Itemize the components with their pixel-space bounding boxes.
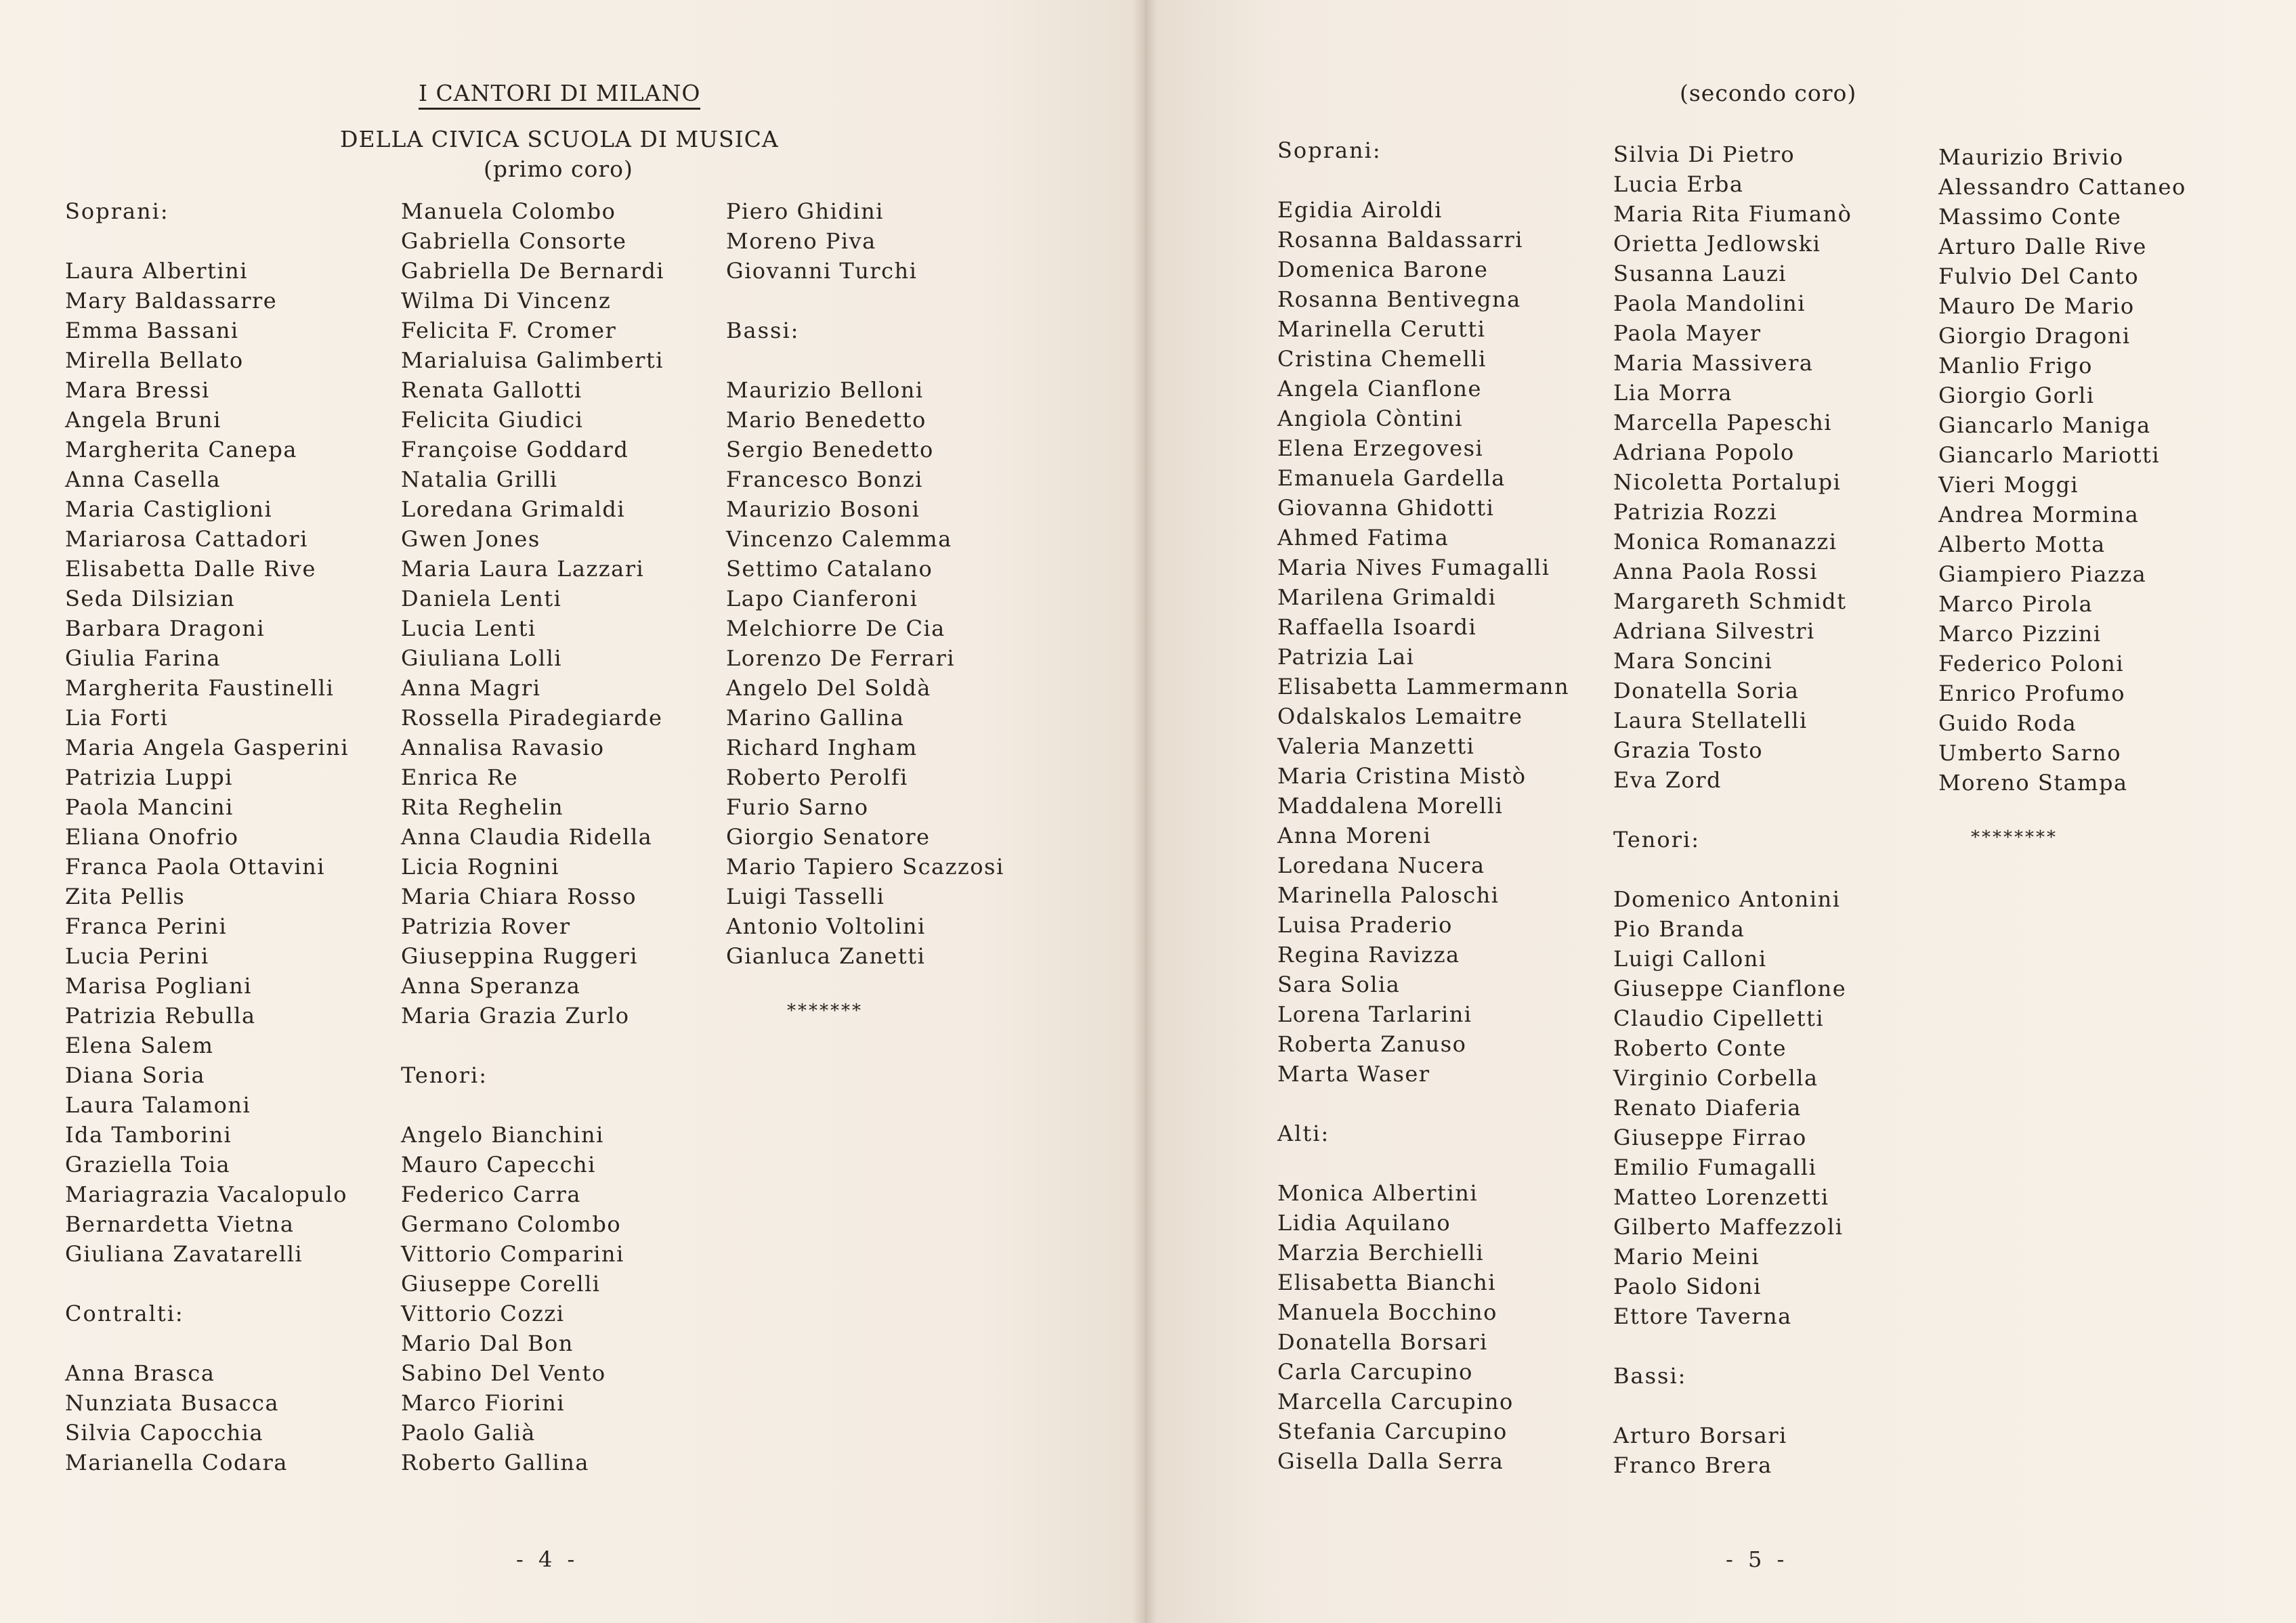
- singer-name: Franca Paola Ottavini: [65, 854, 325, 880]
- singer-name: Wilma Di Vincenz: [401, 288, 612, 313]
- singer-name: Daniela Lenti: [401, 586, 562, 611]
- singer-name: Rossella Piradegiarde: [401, 705, 663, 731]
- alti-header: Alti:: [1277, 1121, 1330, 1146]
- singer-name: Angela Bruni: [65, 407, 221, 433]
- singer-name: Marino Gallina: [726, 705, 905, 731]
- soprani-list: [1277, 195, 1569, 1089]
- singer-name: Odalskalos Lemaitre: [1277, 704, 1523, 729]
- singer-name: Paolo Sidoni: [1613, 1274, 1762, 1299]
- singer-name: Regina Ravizza: [1277, 942, 1460, 968]
- singer-name: Lia Morra: [1613, 380, 1732, 406]
- singer-name: Grazia Tosto: [1613, 737, 1763, 763]
- singer-name: Giuseppe Corelli: [401, 1271, 601, 1297]
- singer-name: Settimo Catalano: [726, 556, 933, 582]
- singer-name: Marcella Carcupino: [1277, 1389, 1514, 1414]
- singer-name: Federico Poloni: [1938, 651, 2125, 676]
- singer-name: Zita Pellis: [65, 884, 186, 909]
- singer-name: Monica Romanazzi: [1613, 529, 1837, 555]
- singer-name: Maria Chiara Rosso: [401, 884, 637, 909]
- singer-name: Maria Nives Fumagalli: [1277, 555, 1550, 580]
- singer-name: Giuseppina Ruggeri: [401, 943, 638, 969]
- singer-name: Gisella Dalla Serra: [1277, 1448, 1504, 1474]
- singer-name: Moreno Stampa: [1938, 770, 2128, 796]
- singer-name: Ahmed Fatima: [1277, 525, 1449, 550]
- soprani-list: [65, 256, 349, 1269]
- singer-name: Rosanna Baldassarri: [1277, 227, 1523, 253]
- singer-name: Germano Colombo: [401, 1211, 622, 1237]
- singer-name: Mariagrazia Vacalopulo: [65, 1182, 347, 1207]
- singer-name: Marianella Codara: [65, 1450, 288, 1475]
- singer-name: Donatella Borsari: [1277, 1329, 1488, 1355]
- singer-name: Enrica Re: [401, 764, 519, 790]
- singer-name: Maria Castiglioni: [65, 496, 273, 522]
- singer-name: Giuliana Lolli: [401, 645, 563, 671]
- singer-name: Anna Claudia Ridella: [401, 824, 653, 850]
- singer-name: Donatella Soria: [1613, 678, 1800, 704]
- singer-name: Marco Fiorini: [401, 1390, 566, 1416]
- singer-name: Piero Ghidini: [726, 198, 884, 224]
- singer-name: Renato Diaferia: [1613, 1095, 1802, 1121]
- singer-name: Ida Tamborini: [65, 1122, 232, 1148]
- singer-name: Melchiorre De Cia: [726, 615, 945, 641]
- bassi-list-continued: [1938, 142, 2186, 798]
- singer-name: Renata Gallotti: [401, 377, 582, 403]
- alti-list-continued: [1613, 139, 1852, 795]
- singer-name: Maria Massivera: [1613, 350, 1814, 376]
- singer-name: Patrizia Lai: [1277, 644, 1415, 670]
- singer-name: Maria Angela Gasperini: [65, 735, 349, 760]
- singer-name: Maria Cristina Mistò: [1277, 763, 1527, 789]
- singer-name: Maddalena Morelli: [1277, 793, 1504, 819]
- singer-name: Elisabetta Bianchi: [1277, 1270, 1496, 1295]
- choir-subtitle: DELLA CIVICA SCUOLA DI MUSICA: [340, 126, 779, 152]
- soprani-header: Soprani:: [65, 198, 169, 224]
- singer-name: Vieri Moggi: [1938, 472, 2079, 498]
- singer-name: Patrizia Rozzi: [1613, 499, 1778, 525]
- contralti-header: Contralti:: [65, 1301, 184, 1326]
- right-column-1: [1277, 135, 1569, 1476]
- right-column-3: [1938, 142, 2186, 848]
- singer-name: Bernardetta Vietna: [65, 1211, 295, 1237]
- singer-name: Elisabetta Lammermann: [1277, 674, 1570, 699]
- singer-name: Manuela Colombo: [401, 198, 616, 224]
- tenori-header: Tenori:: [1613, 827, 1700, 852]
- choir-section-second: (secondo coro): [1680, 80, 1857, 106]
- singer-name: Mary Baldassarre: [65, 288, 278, 313]
- singer-name: Franca Perini: [65, 913, 228, 939]
- singer-name: Loredana Nucera: [1277, 852, 1485, 878]
- singer-name: Graziella Toia: [65, 1152, 231, 1177]
- singer-name: Giorgio Gorli: [1938, 383, 2095, 408]
- singer-name: Giuliana Zavatarelli: [65, 1241, 303, 1267]
- section-end-stars: *******: [787, 1001, 863, 1021]
- singer-name: Pio Branda: [1613, 916, 1745, 942]
- singer-name: Diana Soria: [65, 1062, 206, 1088]
- singer-name: Seda Dilsizian: [65, 586, 236, 611]
- singer-name: Nicoletta Portalupi: [1613, 469, 1842, 495]
- singer-name: Adriana Silvestri: [1613, 618, 1815, 644]
- singer-name: Mario Tapiero Scazzosi: [726, 854, 1004, 880]
- singer-name: Lucia Lenti: [401, 615, 536, 641]
- singer-name: Mirella Bellato: [65, 347, 244, 373]
- singer-name: Anna Speranza: [401, 973, 581, 999]
- singer-name: Maurizio Brivio: [1938, 144, 2124, 170]
- singer-name: Vittorio Comparini: [401, 1241, 624, 1267]
- bassi-list: [726, 375, 1004, 971]
- singer-name: Lorena Tarlarini: [1277, 1001, 1472, 1027]
- singer-name: Sara Solia: [1277, 972, 1401, 997]
- singer-name: Elena Erzegovesi: [1277, 435, 1484, 461]
- singer-name: Angelo Del Soldà: [726, 675, 931, 701]
- singer-name: Gabriella De Bernardi: [401, 258, 665, 284]
- singer-name: Mara Bressi: [65, 377, 210, 403]
- singer-name: Lucia Erba: [1613, 171, 1744, 197]
- singer-name: Laura Albertini: [65, 258, 248, 284]
- bassi-header: Bassi:: [726, 318, 800, 343]
- singer-name: Egidia Airoldi: [1277, 197, 1443, 223]
- singer-name: Silvia Capocchia: [65, 1420, 264, 1446]
- singer-name: Anna Casella: [65, 467, 221, 492]
- singer-name: Maurizio Belloni: [726, 377, 924, 403]
- singer-name: Sergio Benedetto: [726, 437, 934, 462]
- singer-name: Elena Salem: [65, 1033, 214, 1058]
- singer-name: Vittorio Cozzi: [401, 1301, 565, 1326]
- singer-name: Margareth Schmidt: [1613, 588, 1847, 614]
- singer-name: Giuseppe Firrao: [1613, 1125, 1807, 1150]
- singer-name: Furio Sarno: [726, 794, 869, 820]
- singer-name: Francesco Bonzi: [726, 467, 923, 492]
- page-number-right: - 5 -: [1726, 1546, 1789, 1572]
- singer-name: Vincenzo Calemma: [726, 526, 952, 552]
- singer-name: Patrizia Rebulla: [65, 1003, 256, 1029]
- singer-name: Marco Pirola: [1938, 591, 2093, 617]
- singer-name: Mario Meini: [1613, 1244, 1760, 1270]
- singer-name: Fulvio Del Canto: [1938, 263, 2140, 289]
- singer-name: Giampiero Piazza: [1938, 561, 2147, 587]
- singer-name: Paolo Galià: [401, 1420, 536, 1446]
- singer-name: Enrico Profumo: [1938, 680, 2126, 706]
- right-column-2: [1613, 139, 1852, 1480]
- singer-name: Giancarlo Mariotti: [1938, 442, 2161, 468]
- choir-title-text: I CANTORI DI MILANO: [419, 80, 700, 110]
- singer-name: Margherita Faustinelli: [65, 675, 335, 701]
- singer-name: Elisabetta Dalle Rive: [65, 556, 316, 582]
- choir-section-first: (primo coro): [484, 156, 633, 182]
- singer-name: Mara Soncini: [1613, 648, 1773, 674]
- singer-name: Maria Rita Fiumanò: [1613, 201, 1852, 227]
- singer-name: Mauro De Mario: [1938, 293, 2135, 319]
- singer-name: Gianluca Zanetti: [726, 943, 926, 969]
- singer-name: Marco Pizzini: [1938, 621, 2102, 647]
- singer-name: Lapo Cianferoni: [726, 586, 918, 611]
- singer-name: Marinella Cerutti: [1277, 316, 1486, 342]
- singer-name: Emanuela Gardella: [1277, 465, 1506, 491]
- singer-name: Federico Carra: [401, 1182, 581, 1207]
- singer-name: Barbara Dragoni: [65, 615, 265, 641]
- singer-name: Marcella Papeschi: [1613, 410, 1832, 435]
- singer-name: Mario Dal Bon: [401, 1330, 574, 1356]
- singer-name: Antonio Voltolini: [726, 913, 926, 939]
- singer-name: Laura Talamoni: [65, 1092, 251, 1118]
- singer-name: Luisa Praderio: [1277, 912, 1453, 938]
- singer-name: Manlio Frigo: [1938, 353, 2093, 378]
- singer-name: Margherita Canepa: [65, 437, 297, 462]
- singer-name: Raffaella Isoardi: [1277, 614, 1477, 640]
- left-column-2: [401, 196, 664, 1477]
- singer-name: Eliana Onofrio: [65, 824, 239, 850]
- singer-name: Adriana Popolo: [1613, 439, 1795, 465]
- bassi-header: Bassi:: [1613, 1363, 1687, 1389]
- singer-name: Emma Bassani: [65, 318, 239, 343]
- singer-name: Domenico Antonini: [1613, 886, 1841, 912]
- singer-name: Lia Forti: [65, 705, 169, 731]
- singer-name: Emilio Fumagalli: [1613, 1154, 1817, 1180]
- singer-name: Laura Stellatelli: [1613, 708, 1808, 733]
- left-column-1: [65, 196, 349, 1477]
- singer-name: Gabriella Consorte: [401, 228, 627, 254]
- singer-name: Giorgio Dragoni: [1938, 323, 2131, 349]
- singer-name: Giulia Farina: [65, 645, 221, 671]
- singer-name: Luigi Tasselli: [726, 884, 885, 909]
- singer-name: Roberto Perolfi: [726, 764, 908, 790]
- singer-name: Marilena Grimaldi: [1277, 584, 1497, 610]
- contralti-list-continued: [401, 196, 664, 1031]
- singer-name: Lucia Perini: [65, 943, 209, 969]
- choir-title: [419, 80, 700, 106]
- singer-name: Andrea Mormina: [1938, 502, 2140, 527]
- soprani-header: Soprani:: [1277, 137, 1382, 163]
- singer-name: Arturo Dalle Rive: [1938, 234, 2147, 259]
- singer-name: Gilberto Maffezzoli: [1613, 1214, 1844, 1240]
- singer-name: Moreno Piva: [726, 228, 876, 254]
- singer-name: Marinella Paloschi: [1277, 882, 1500, 908]
- booklet-gutter: [1132, 0, 1157, 1623]
- tenori-list-continued: [726, 196, 1004, 286]
- singer-name: Anna Magri: [401, 675, 541, 701]
- contralti-list: [65, 1358, 349, 1477]
- singer-name: Susanna Lauzi: [1613, 261, 1787, 286]
- singer-name: Giuseppe Cianflone: [1613, 976, 1847, 1001]
- singer-name: Cristina Chemelli: [1277, 346, 1487, 372]
- singer-name: Marialuisa Galimberti: [401, 347, 664, 373]
- singer-name: Luigi Calloni: [1613, 946, 1767, 972]
- singer-name: Giovanni Turchi: [726, 258, 918, 284]
- singer-name: Natalia Grilli: [401, 467, 558, 492]
- tenori-list: [401, 1120, 664, 1477]
- singer-name: Manuela Bocchino: [1277, 1299, 1497, 1325]
- singer-name: Roberta Zanuso: [1277, 1031, 1467, 1057]
- singer-name: Giovanna Ghidotti: [1277, 495, 1495, 521]
- singer-name: Paola Mancini: [65, 794, 234, 820]
- singer-name: Stefania Carcupino: [1277, 1419, 1508, 1444]
- singer-name: Paola Mandolini: [1613, 290, 1806, 316]
- singer-name: Anna Moreni: [1277, 823, 1432, 848]
- singer-name: Umberto Sarno: [1938, 740, 2121, 766]
- singer-name: Angelo Bianchini: [401, 1122, 604, 1148]
- singer-name: Patrizia Luppi: [65, 764, 233, 790]
- alti-list: [1277, 1178, 1569, 1476]
- singer-name: Giorgio Senatore: [726, 824, 931, 850]
- singer-name: Marzia Berchielli: [1277, 1240, 1485, 1265]
- singer-name: Felicita Giudici: [401, 407, 584, 433]
- singer-name: Ettore Taverna: [1613, 1303, 1792, 1329]
- singer-name: Domenica Barone: [1277, 257, 1489, 282]
- singer-name: Anna Paola Rossi: [1613, 559, 1818, 584]
- singer-name: Eva Zord: [1613, 767, 1722, 793]
- singer-name: Orietta Jedlowski: [1613, 231, 1821, 257]
- singer-name: Valeria Manzetti: [1277, 733, 1475, 759]
- singer-name: Monica Albertini: [1277, 1180, 1479, 1206]
- singer-name: Alessandro Cattaneo: [1938, 174, 2186, 200]
- singer-name: Anna Brasca: [65, 1360, 215, 1386]
- singer-name: Roberto Gallina: [401, 1450, 589, 1475]
- singer-name: Carla Carcupino: [1277, 1359, 1473, 1385]
- singer-name: Maria Laura Lazzari: [401, 556, 645, 582]
- singer-name: Angiola Còntini: [1277, 406, 1463, 431]
- singer-name: Massimo Conte: [1938, 204, 2122, 230]
- singer-name: Patrizia Rover: [401, 913, 571, 939]
- singer-name: Nunziata Busacca: [65, 1390, 280, 1416]
- singer-name: Angela Cianflone: [1277, 376, 1482, 402]
- singer-name: Felicita F. Cromer: [401, 318, 617, 343]
- left-column-3: [726, 196, 1004, 1021]
- singer-name: Gwen Jones: [401, 526, 540, 552]
- singer-name: Rosanna Bentivegna: [1277, 286, 1521, 312]
- singer-name: Licia Rognini: [401, 854, 559, 880]
- tenori-header: Tenori:: [401, 1062, 488, 1088]
- singer-name: Loredana Grimaldi: [401, 496, 626, 522]
- singer-name: Annalisa Ravasio: [401, 735, 605, 760]
- singer-name: Sabino Del Vento: [401, 1360, 606, 1386]
- singer-name: Silvia Di Pietro: [1613, 142, 1795, 167]
- section-end-stars: ********: [1971, 827, 2058, 848]
- singer-name: Maurizio Bosoni: [726, 496, 920, 522]
- singer-name: Françoise Goddard: [401, 437, 629, 462]
- singer-name: Mario Benedetto: [726, 407, 927, 433]
- singer-name: Marisa Pogliani: [65, 973, 252, 999]
- singer-name: Lorenzo De Ferrari: [726, 645, 956, 671]
- singer-name: Mauro Capecchi: [401, 1152, 596, 1177]
- singer-name: Roberto Conte: [1613, 1035, 1787, 1061]
- singer-name: Virginio Corbella: [1613, 1065, 1819, 1091]
- singer-name: Marta Waser: [1277, 1061, 1430, 1087]
- singer-name: Matteo Lorenzetti: [1613, 1184, 1829, 1210]
- singer-name: Arturo Borsari: [1613, 1423, 1787, 1448]
- singer-name: Richard Ingham: [726, 735, 918, 760]
- bassi-list: [1613, 1421, 1852, 1480]
- singer-name: Alberto Motta: [1938, 532, 2106, 557]
- singer-name: Claudio Cipelletti: [1613, 1005, 1825, 1031]
- singer-name: Lidia Aquilano: [1277, 1210, 1451, 1236]
- tenori-list: [1613, 884, 1852, 1331]
- page-number-left: - 4 -: [516, 1546, 579, 1572]
- singer-name: Franco Brera: [1613, 1452, 1772, 1478]
- singer-name: Mariarosa Cattadori: [65, 526, 308, 552]
- singer-name: Giancarlo Maniga: [1938, 412, 2151, 438]
- singer-name: Paola Mayer: [1613, 320, 1762, 346]
- singer-name: Guido Roda: [1938, 710, 2077, 736]
- singer-name: Rita Reghelin: [401, 794, 564, 820]
- singer-name: Maria Grazia Zurlo: [401, 1003, 630, 1029]
